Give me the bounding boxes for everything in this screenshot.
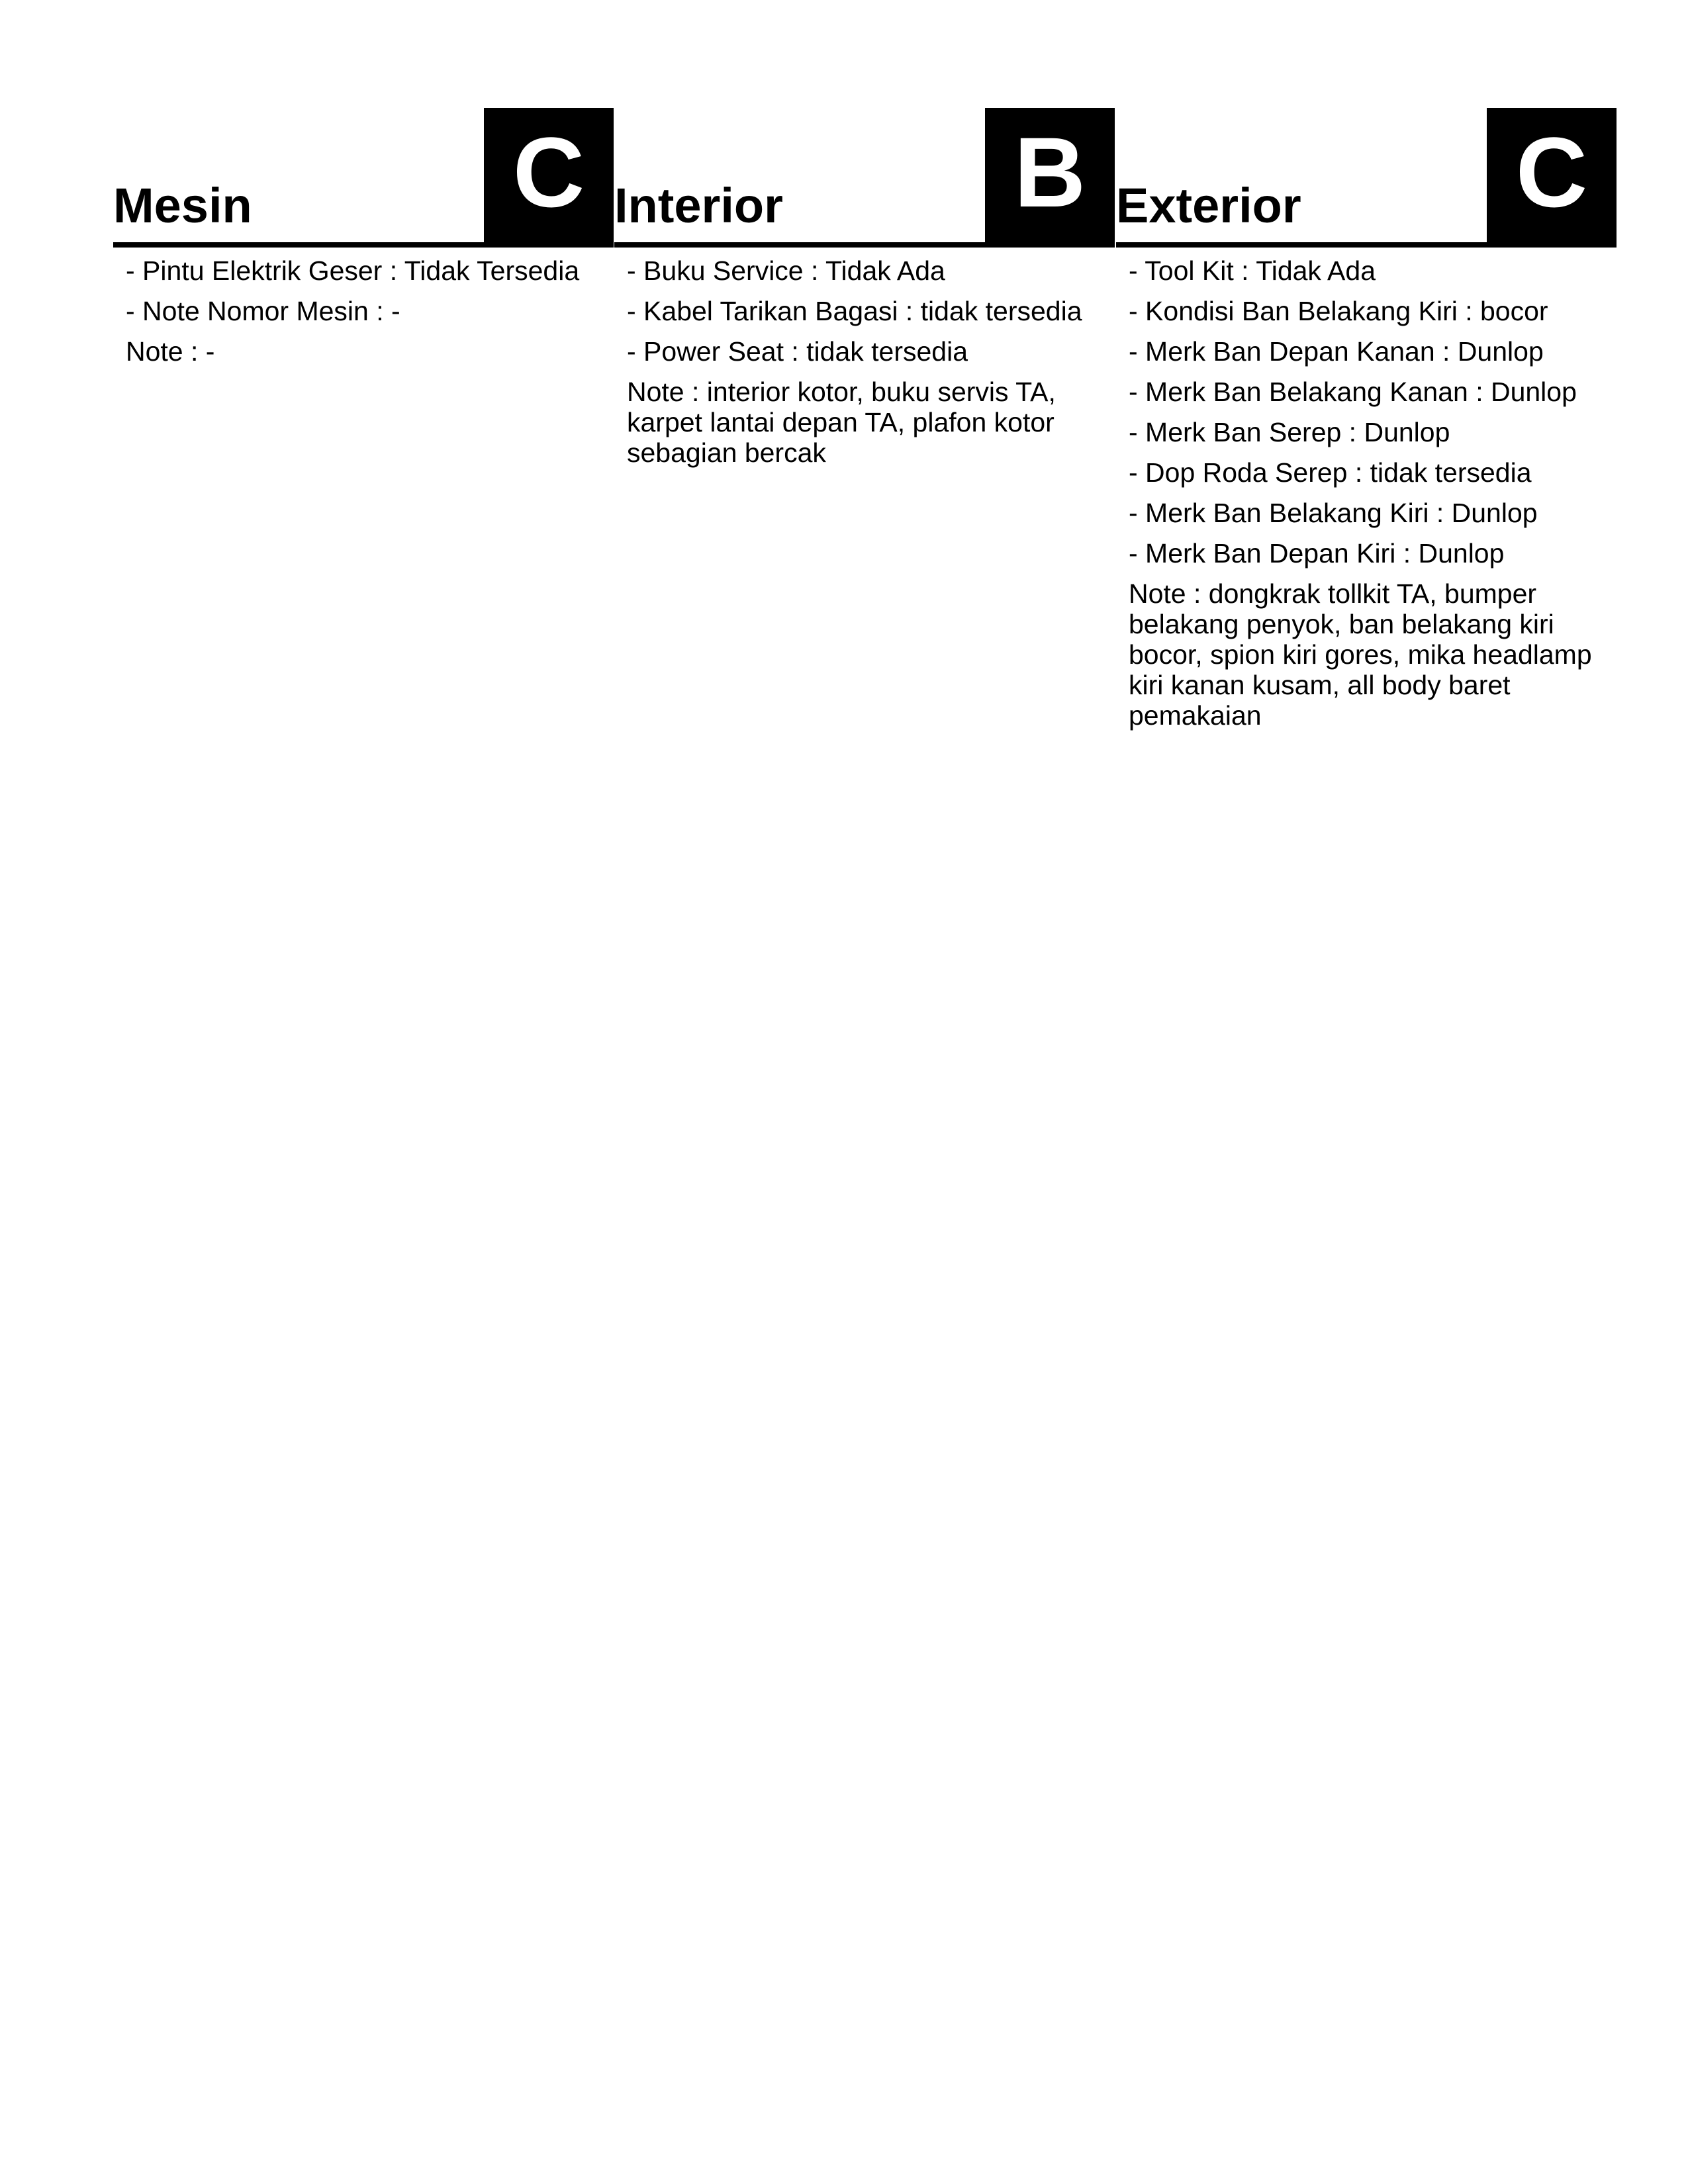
grade-letter: C — [512, 116, 585, 228]
list-item: - Pintu Elektrik Geser : Tidak Tersedia — [126, 255, 580, 286]
section-header — [614, 108, 1115, 248]
list-item: - Power Seat : tidak tersedia — [627, 336, 968, 367]
list-item: - Merk Ban Depan Kiri : Dunlop — [1129, 538, 1505, 569]
section-header — [1116, 108, 1617, 248]
note-item: Note : dongkrak tollkit TA, bumper belakang penyok, ban belakang kiri bocor, spion kiri gores, mika headlamp kiri kanan kusam, all body baret pemakaian — [1129, 578, 1592, 731]
grade-letter: C — [1515, 116, 1588, 228]
item-list — [1116, 248, 1617, 731]
grade-badge — [985, 108, 1115, 248]
section-title: Mesin — [113, 178, 252, 233]
item-list — [614, 248, 1115, 468]
grade-badge — [484, 108, 614, 248]
grade-badge — [1487, 108, 1617, 248]
list-item: - Kabel Tarikan Bagasi : tidak tersedia — [627, 296, 1082, 326]
section-exterior — [1116, 108, 1617, 741]
list-item: - Merk Ban Depan Kanan : Dunlop — [1129, 336, 1544, 367]
list-item: - Tool Kit : Tidak Ada — [1129, 255, 1376, 286]
section-mesin — [113, 108, 614, 377]
note-item: Note : - — [126, 336, 215, 367]
grade-letter: B — [1013, 116, 1086, 228]
section-title: Exterior — [1116, 178, 1301, 233]
list-item: - Dop Roda Serep : tidak tersedia — [1129, 457, 1532, 488]
list-item: - Note Nomor Mesin : - — [126, 296, 400, 326]
item-list — [113, 248, 614, 367]
list-item: - Merk Ban Belakang Kanan : Dunlop — [1129, 377, 1577, 407]
section-title: Interior — [614, 178, 783, 233]
section-interior — [614, 108, 1115, 478]
section-header — [113, 108, 614, 248]
list-item: - Merk Ban Serep : Dunlop — [1129, 417, 1450, 447]
list-item: - Merk Ban Belakang Kiri : Dunlop — [1129, 498, 1538, 528]
note-item: Note : interior kotor, buku servis TA, karpet lantai depan TA, plafon kotor sebagian bercak — [627, 377, 1056, 468]
list-item: - Kondisi Ban Belakang Kiri : bocor — [1129, 296, 1548, 326]
list-item: - Buku Service : Tidak Ada — [627, 255, 945, 286]
